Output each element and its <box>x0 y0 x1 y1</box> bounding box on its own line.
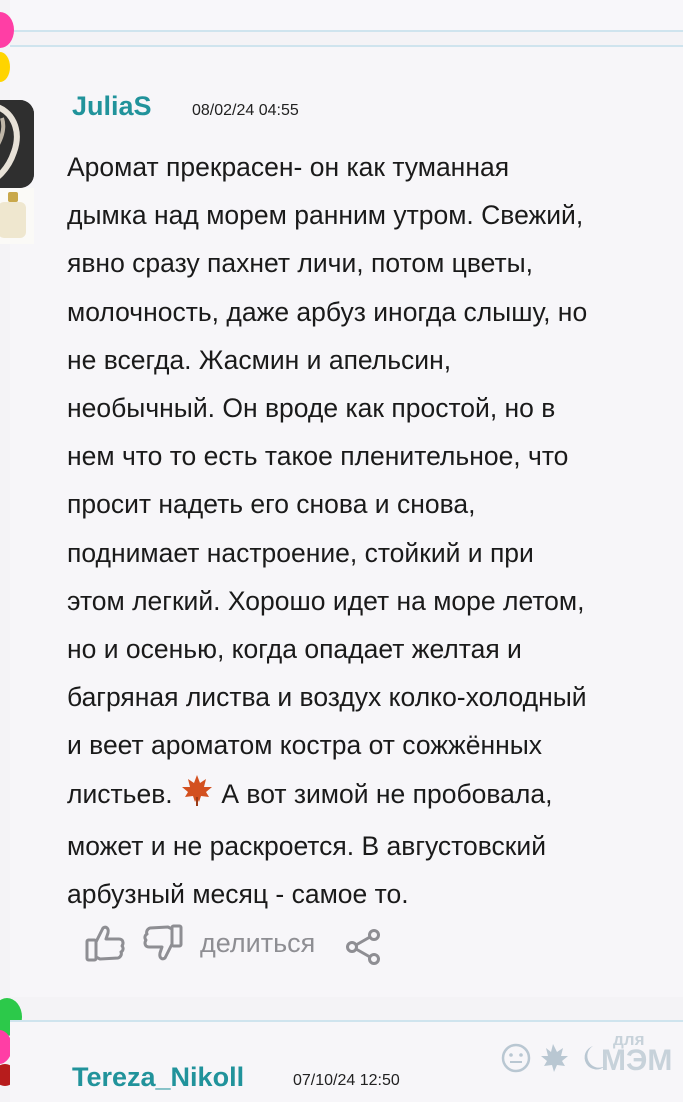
watermark-big-text: МЭМ <box>601 1044 673 1077</box>
share-button[interactable] <box>200 928 315 959</box>
site-watermark <box>497 1030 683 1080</box>
comment-author[interactable]: JuliaS <box>72 91 152 121</box>
previous-comment-card <box>10 0 683 32</box>
watermark-small-text: для <box>613 1030 645 1049</box>
comment-text-part-1: Аромат прекрасен- он как туманная дымка над морем ранним утром. Свежий, явно сразу пахнет личи, потом цветы, молочность, даже арбуз иногда слышу, но не всегда. Жасмин и апельсин, необычный. Он вроде как простой, но в нем что то есть такое пленительное, что просит надеть его снова и снова, поднимает настроение, стойкий и при этом легкий. Хорошо идет на море летом, но и осенью, когда опадает желтая и багряная листва и воздух колко-холодный и веет ароматом костра от сожжённых листьев. <box>67 152 588 809</box>
thumbs-down-icon <box>142 922 184 964</box>
share-label: делиться <box>200 928 316 958</box>
maple-leaf-icon <box>180 773 214 822</box>
balloon-decoration <box>0 52 10 82</box>
next-comment-author[interactable]: Tereza_Nikoll <box>72 1062 245 1092</box>
comment-text-part-2: А вот зимой не пробовала, может и не раскроется. В августовский арбузный месяц - самое то. <box>67 778 553 910</box>
dislike-button[interactable] <box>142 922 184 964</box>
comment-date: 08/02/24 04:55 <box>192 102 299 119</box>
share-icon[interactable] <box>344 928 382 971</box>
next-comment-date: 07/10/24 12:50 <box>293 1072 400 1089</box>
thumbs-up-icon <box>84 922 126 964</box>
comment-text <box>67 143 683 918</box>
avatar-bottle-image <box>0 188 34 244</box>
like-button[interactable] <box>84 922 126 964</box>
user-avatar[interactable] <box>0 100 34 188</box>
